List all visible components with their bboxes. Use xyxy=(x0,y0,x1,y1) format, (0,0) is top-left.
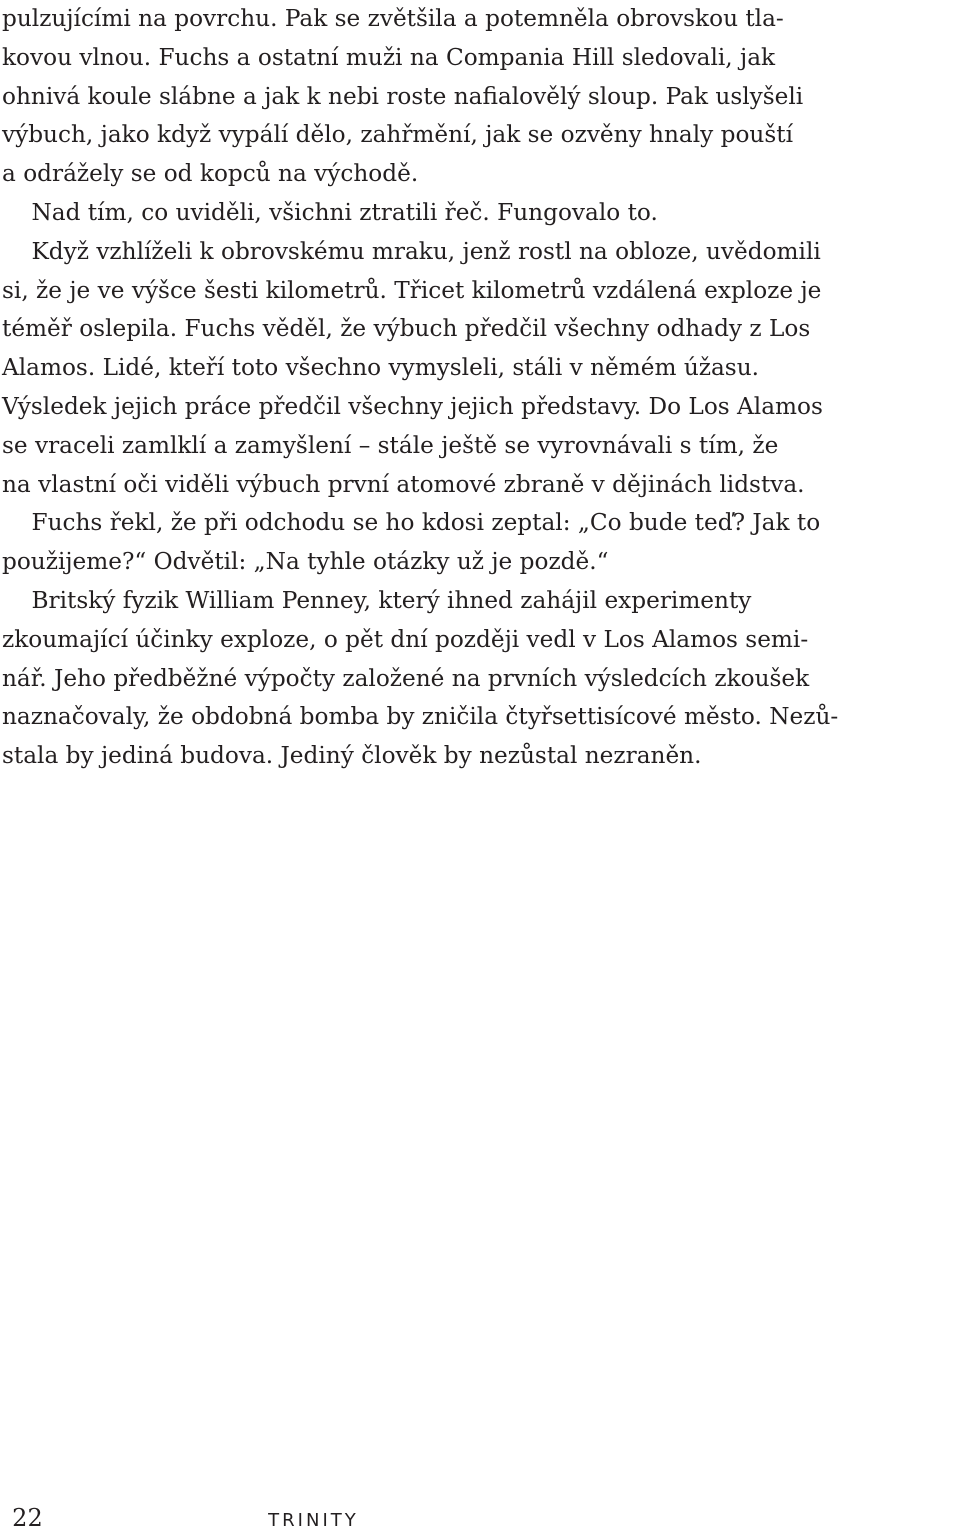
text-line: kovou vlnou. Fuchs a ostatní muži na Compania Hill sledovali, jak xyxy=(2,43,776,71)
text-line: Výsledek jejich práce předčil všechny jejich představy. Do Los Alamos xyxy=(2,392,823,420)
text-line: Alamos. Lidé, kteří toto všechno vymysleli, stáli v němém úžasu. xyxy=(2,354,760,382)
text-line: naznačovaly, že obdobná bomba by zničila čtyřsettisícové město. Nezů- xyxy=(2,703,839,731)
text-line: použijeme?“ Odvětil: „Na tyhle otázky už je pozdě.“ xyxy=(2,548,609,576)
text-line: si, že je ve výšce šesti kilometrů. Třicet kilometrů vzdálená exploze je xyxy=(2,276,822,304)
text-line: Nad tím, co uviděli, všichni ztratili řeč. Fungovalo to. xyxy=(2,198,658,226)
text-line: téměř oslepila. Fuchs věděl, že výbuch předčil všechny odhady z Los xyxy=(2,315,811,343)
text-line: nář. Jeho předběžné výpočty založené na prvních výsledcích zkoušek xyxy=(2,664,810,692)
text-line: na vlastní oči viděli výbuch první atomové zbraně v dějinách lidstva. xyxy=(2,470,805,498)
running-title: TRINITY xyxy=(268,1510,359,1531)
text-line: Fuchs řekl, že při odchodu se ho kdosi zeptal: „Co bude teď? Jak to xyxy=(2,509,821,537)
page-number: 22 xyxy=(12,1504,43,1532)
text-line: a odrážely se od kopců na východě. xyxy=(2,160,419,188)
text-line: Britský fyzik William Penney, který ihned zahájil experimenty xyxy=(2,586,752,614)
body-text xyxy=(2,0,960,776)
text-line: stala by jediná budova. Jediný člověk by nezůstal nezraněn. xyxy=(2,742,702,770)
text-line: pulzujícími na povrchu. Pak se zvětšila a potemněla obrovskou tla- xyxy=(2,5,784,32)
text-line: výbuch, jako když vypálí dělo, zahřmění, jak se ozvěny hnaly pouští xyxy=(2,121,794,149)
text-line: ohnivá koule slábne a jak k nebi roste nafialovělý sloup. Pak uslyšeli xyxy=(2,82,804,110)
text-line: se vraceli zamlklí a zamyšlení – stále ještě se vyrovnávali s tím, že xyxy=(2,431,779,459)
text-line: zkoumající účinky exploze, o pět dní později vedl v Los Alamos semi- xyxy=(2,625,809,653)
text-line: Když vzhlíželi k obrovskému mraku, jenž rostl na obloze, uvědomili xyxy=(2,237,821,265)
